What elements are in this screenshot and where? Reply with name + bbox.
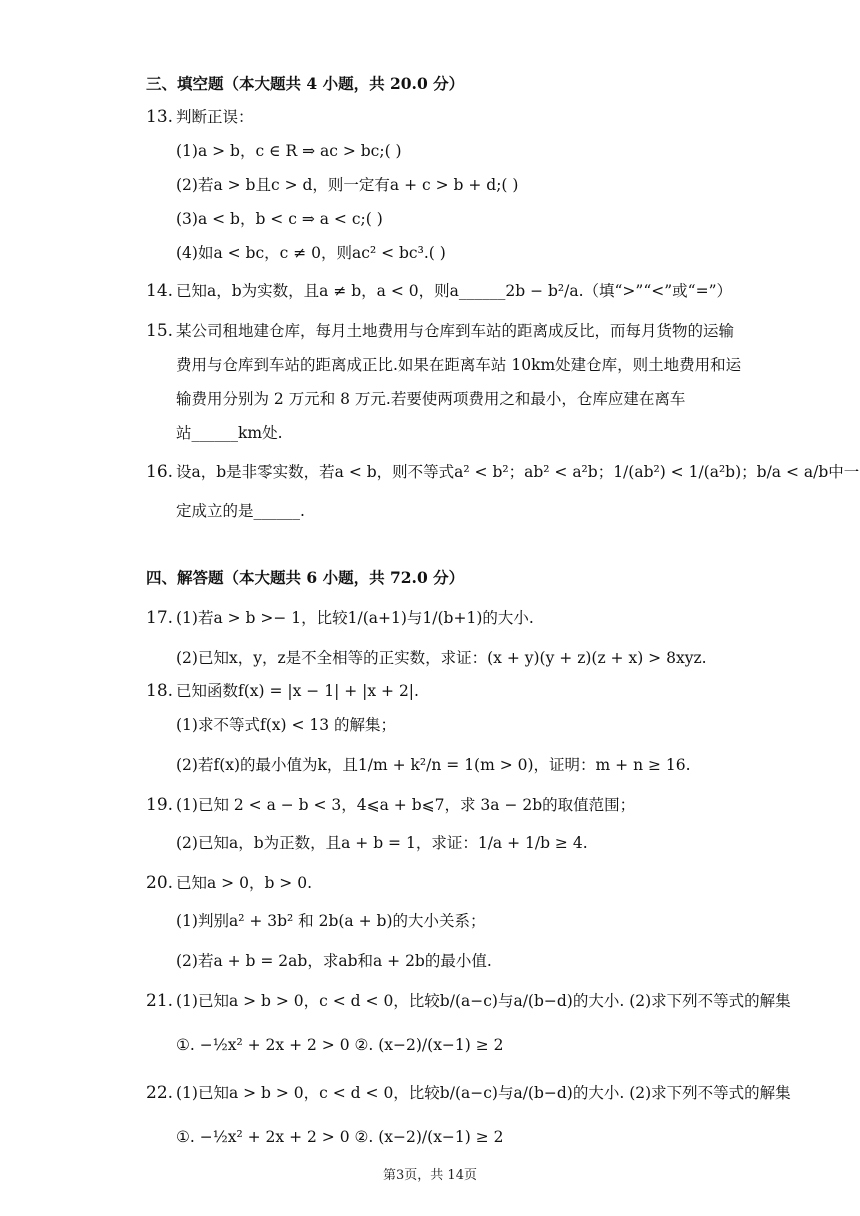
question-17-number: 17. [146,608,174,628]
question-16-line-2: 定成立的是______. [176,502,305,520]
question-14-number: 14. [146,281,174,301]
question-13-number: 13. [146,107,174,127]
question-13-stem: 判断正误： [176,108,254,126]
question-19-part-2: (2)已知a，b为正数，且a + b = 1，求证：1/a + 1/b ≥ 4. [176,834,588,852]
question-15-line-4: 站______km处. [176,424,283,442]
question-15-line-1: 某公司租地建仓库，每月土地费用与仓库到车站的距离成反比，而每月货物的运输 [176,322,735,340]
question-13-item-1: (1)a > b，c ∈ R ⇒ ac > bc;( ) [176,142,402,160]
question-19-number: 19. [146,795,174,815]
question-22-line-2: ①. −½x² + 2x + 2 > 0 ②. (x−2)/(x−1) ≥ 2 [176,1128,504,1146]
question-21-number: 21. [146,991,174,1011]
question-15-number: 15. [146,321,174,341]
question-13-item-3: (3)a < b，b < c ⇒ a < c;( ) [176,210,383,228]
section-4-title: 四、解答题（本大题共 6 小题，共 72.0 分） [146,568,465,587]
question-19-part-1: (1)已知 2 < a − b < 3，4⩽a + b⩽7，求 3a − 2b的取值范围； [176,796,636,814]
question-20-number: 20. [146,873,174,893]
question-18-stem: 已知函数f(x) = |x − 1| + |x + 2|. [176,682,419,700]
question-21-line-1: (1)已知a > b > 0，c < d < 0，比较b/(a−c)与a/(b−d)的大小. (2)求下列不等式的解集 [176,992,791,1010]
question-15-line-3: 输费用分别为 2 万元和 8 万元.若要使两项费用之和最小，仓库应建在离车 [176,390,686,408]
question-16-line-1: 设a，b是非零实数，若a < b，则不等式a² < b²；ab² < a²b；1/(ab²) < 1/(a²b)；b/a < a/b中一 [176,463,860,481]
question-22-line-1: (1)已知a > b > 0，c < d < 0，比较b/(a−c)与a/(b−d)的大小. (2)求下列不等式的解集 [176,1084,791,1102]
question-13-item-4: (4)如a < bc，c ≠ 0，则ac² < bc³.( ) [176,244,446,262]
question-18-number: 18. [146,681,174,701]
question-18-part-1: (1)求不等式f(x) < 13 的解集； [176,716,397,734]
question-16-number: 16. [146,462,174,482]
question-17-part-2: (2)已知x，y，z是不全相等的正实数，求证：(x + y)(y + z)(z + x) > 8xyz. [176,649,707,667]
page-footer: 第3页，共 14页 [383,1168,477,1183]
question-20-part-1: (1)判别a² + 3b² 和 2b(a + b)的大小关系； [176,912,486,930]
question-22-number: 22. [146,1083,174,1103]
section-3-title: 三、填空题（本大题共 4 小题，共 20.0 分） [146,74,465,93]
question-20-part-2: (2)若a + b = 2ab，求ab和a + 2b的最小值. [176,952,492,970]
question-13-item-2: (2)若a > b且c > d，则一定有a + c > b + d;( ) [176,176,519,194]
question-21-line-2: ①. −½x² + 2x + 2 > 0 ②. (x−2)/(x−1) ≥ 2 [176,1036,504,1054]
question-15-line-2: 费用与仓库到车站的距离成正比.如果在距离车站 10km处建仓库，则土地费用和运 [176,356,742,374]
question-17-part-1: (1)若a > b >− 1，比较1/(a+1)与1/(b+1)的大小. [176,609,534,627]
question-14-text: 已知a，b为实数，且a ≠ b，a < 0，则a______2b − b²/a.（填“>”“<”或“=”） [176,282,733,300]
question-20-stem: 已知a > 0，b > 0. [176,874,312,892]
question-18-part-2: (2)若f(x)的最小值为k，且1/m + k²/n = 1(m > 0)，证明：m + n ≥ 16. [176,756,691,774]
